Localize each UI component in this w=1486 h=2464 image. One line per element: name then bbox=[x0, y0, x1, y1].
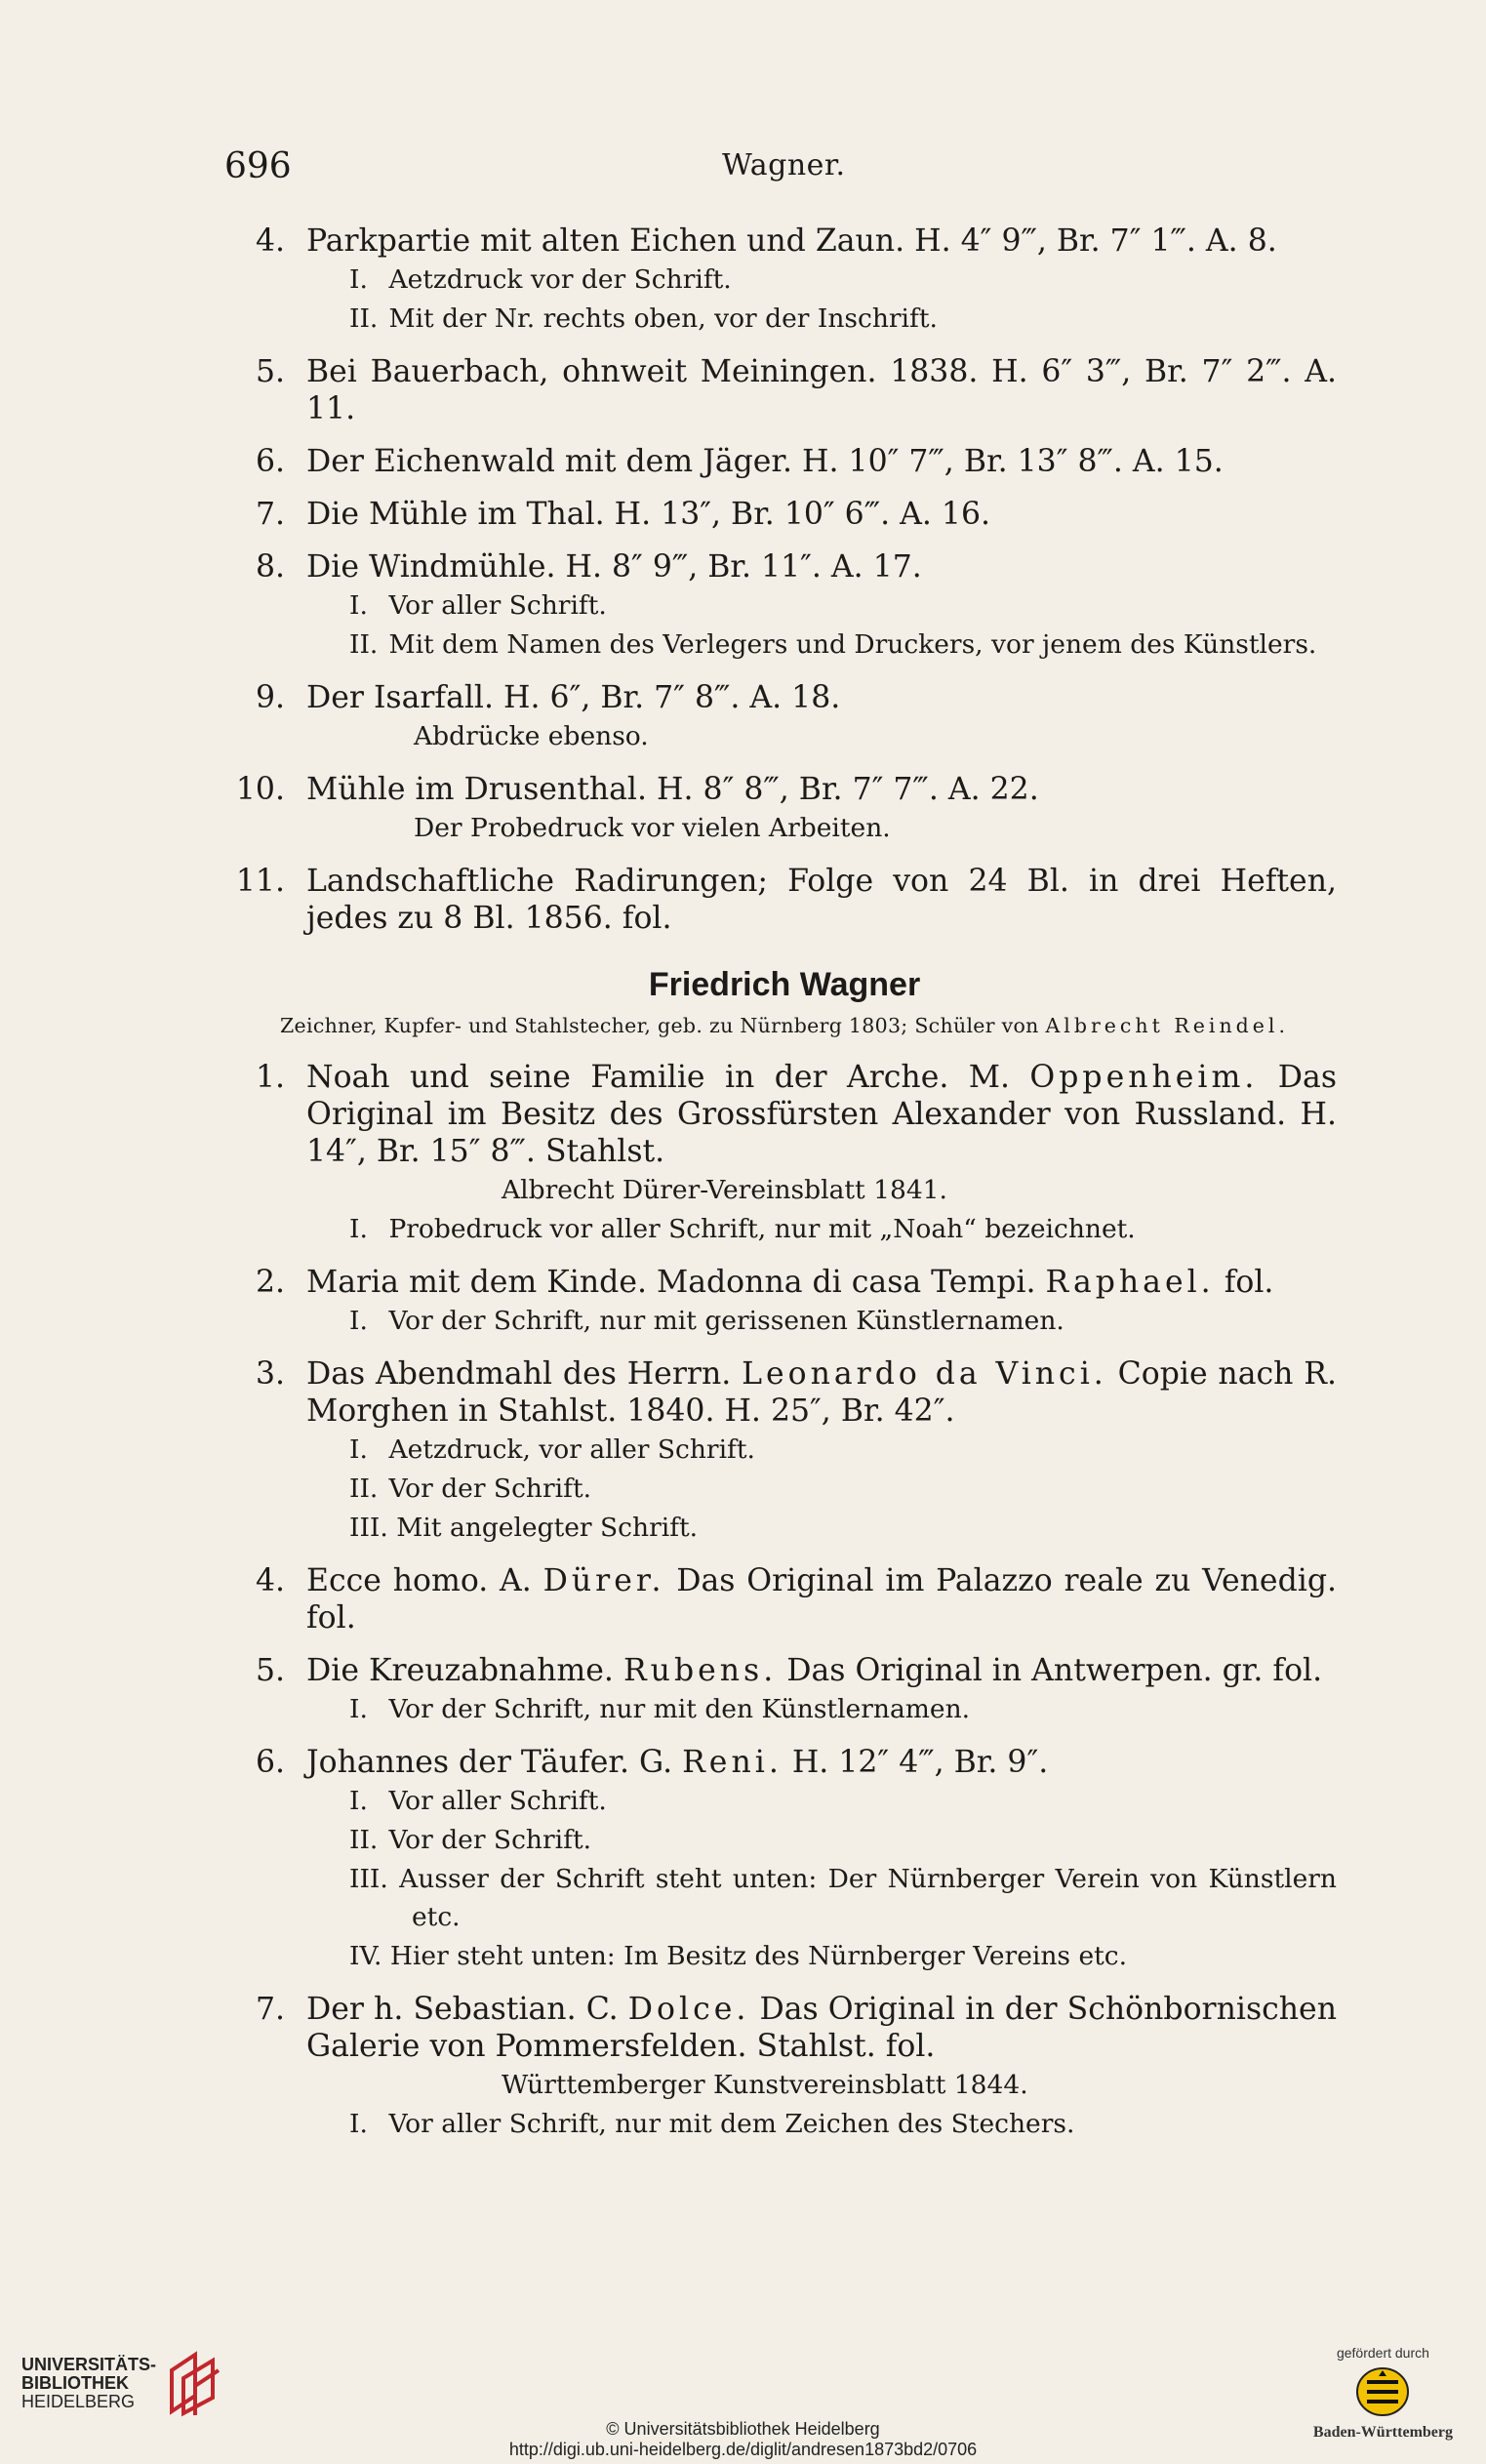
entry-note: Abdrücke ebenso. bbox=[414, 721, 649, 751]
credit-lines bbox=[0, 2419, 1486, 2460]
library-name: UNIVERSITÄTS- BIBLIOTHEK HEIDELBERG bbox=[21, 2354, 157, 2411]
entry-text: Mühle im Drusenthal. H. 8″ 8‴, Br. 7″ 7‴. A. 22. bbox=[306, 772, 1039, 807]
entry-number: 5. bbox=[255, 1653, 285, 1688]
catalog-entry bbox=[232, 1991, 1337, 2143]
catalog-entry bbox=[232, 1059, 1337, 1248]
entry-number: 4. bbox=[255, 223, 285, 259]
entry-number: 7. bbox=[255, 1992, 285, 2027]
entry-number: 5. bbox=[255, 354, 285, 389]
section-title: Friedrich Wagner bbox=[648, 966, 921, 1003]
catalog-entry bbox=[232, 353, 1337, 427]
catalog-entry bbox=[232, 1652, 1337, 1728]
state-line: II. Vor der Schrift. bbox=[349, 1825, 592, 1855]
catalog-entry bbox=[232, 771, 1337, 847]
page-number: 696 bbox=[224, 146, 292, 186]
catalog-entry bbox=[232, 1264, 1337, 1340]
entry-note: Albrecht Dürer-Vereinsblatt 1841. bbox=[502, 1175, 947, 1205]
section-subtitle: Zeichner, Kupfer- und Stahlstecher, geb. zu Nürnberg 1803; Schüler von Albrecht Reindel. bbox=[279, 1014, 1290, 1037]
catalog-entry bbox=[232, 222, 1337, 338]
entry-number: 8. bbox=[255, 549, 285, 585]
entry-text: Bei Bauerbach, ohnweit Meiningen. 1838. H. 6″ 3‴, Br. 7″ 2‴. A. 11. bbox=[306, 354, 1337, 426]
running-title: Wagner. bbox=[722, 148, 846, 182]
entry-text: Die Windmühle. H. 8″ 9‴, Br. 11″. A. 17. bbox=[306, 549, 922, 585]
entry-text: Noah und seine Familie in der Arche. M. Oppenheim. Das Original im Besitz des Grossfürsten Alexander von Russland. H. 14″, Br. 15″ 8‴. Stahlst. bbox=[306, 1060, 1337, 1169]
entry-number: 11. bbox=[235, 864, 285, 899]
state-line: I. Vor der Schrift, nur mit gerissenen Künstlernamen. bbox=[349, 1306, 1064, 1336]
state-line: I. Vor aller Schrift, nur mit dem Zeichen des Stechers. bbox=[349, 2109, 1075, 2139]
entry-number: 7. bbox=[255, 497, 285, 532]
catalog-entry bbox=[232, 1355, 1337, 1547]
entry-number: 6. bbox=[255, 1745, 285, 1780]
page-content bbox=[232, 222, 1337, 2159]
catalog-entry bbox=[232, 1562, 1337, 1636]
entry-number: 6. bbox=[255, 444, 285, 479]
state-line: I. Vor aller Schrift. bbox=[349, 1786, 607, 1816]
state-line: II. Mit der Nr. rechts oben, vor der Inschrift. bbox=[349, 303, 938, 334]
state-line: I. Vor der Schrift, nur mit den Künstlernamen. bbox=[349, 1694, 971, 1724]
state-line: III. Ausser der Schrift steht unten: Der Nürnberger Verein von Künstlern etc. bbox=[349, 1864, 1337, 1932]
entry-text: Johannes der Täufer. G. Reni. H. 12″ 4‴, Br. 9″. bbox=[306, 1745, 1049, 1780]
state-line: I. Vor aller Schrift. bbox=[349, 590, 607, 621]
digitization-footer bbox=[0, 2298, 1486, 2464]
entry-text: Der h. Sebastian. C. Dolce. Das Original in der Schönbornischen Galerie von Pommersfelden. Stahlst. fol. bbox=[306, 1992, 1337, 2064]
entry-text: Der Isarfall. H. 6″, Br. 7″ 8‴. A. 18. bbox=[306, 680, 841, 715]
state-line: II. Mit dem Namen des Verlegers und Druckers, vor jenem des Künstlers. bbox=[349, 629, 1317, 660]
catalog-entry bbox=[232, 443, 1337, 480]
catalog-entry bbox=[232, 496, 1337, 533]
funder-name: Baden-Württemberg bbox=[1312, 2424, 1453, 2441]
entry-number: 2. bbox=[255, 1265, 285, 1300]
copyright-text: © Universitätsbibliothek Heidelberg bbox=[606, 2419, 880, 2439]
page-header bbox=[224, 146, 1340, 195]
entry-text: Die Mühle im Thal. H. 13″, Br. 10″ 6‴. A. 16. bbox=[306, 497, 990, 532]
source-url-link[interactable]: http://digi.ub.uni-heidelberg.de/diglit/andresen1873bd2/0706 bbox=[508, 2440, 978, 2459]
entry-number: 4. bbox=[255, 1563, 285, 1598]
state-line: III. Mit angelegter Schrift. bbox=[349, 1513, 699, 1543]
entry-text: Das Abendmahl des Herrn. Leonardo da Vinci. Copie nach R. Morghen in Stahlst. 1840. H. 25″, Br. 42″. bbox=[306, 1356, 1337, 1429]
catalog-entry bbox=[232, 863, 1337, 937]
state-line: I. Aetzdruck vor der Schrift. bbox=[349, 264, 732, 295]
funding-label: gefördert durch bbox=[1336, 2345, 1429, 2361]
library-logo-link[interactable] bbox=[21, 2349, 222, 2417]
catalog-entry bbox=[232, 548, 1337, 664]
funder-block bbox=[1313, 2345, 1453, 2442]
entry-text: Maria mit dem Kinde. Madonna di casa Tempi. Raphael. fol. bbox=[306, 1265, 1274, 1300]
entry-text: Ecce homo. A. Dürer. Das Original im Palazzo reale zu Venedig. fol. bbox=[306, 1563, 1337, 1636]
entry-note: Württemberger Kunstvereinsblatt 1844. bbox=[502, 2070, 1028, 2100]
state-line: I. Aetzdruck, vor aller Schrift. bbox=[349, 1434, 755, 1465]
entry-text: Die Kreuzabnahme. Rubens. Das Original in Antwerpen. gr. fol. bbox=[306, 1653, 1323, 1688]
entry-text: Parkpartie mit alten Eichen und Zaun. H. 4″ 9‴, Br. 7″ 1‴. A. 8. bbox=[306, 223, 1277, 259]
entry-number: 9. bbox=[255, 680, 285, 715]
entry-number: 3. bbox=[255, 1356, 285, 1392]
state-line: IV. Hier steht unten: Im Besitz des Nürnberger Vereins etc. bbox=[349, 1941, 1128, 1971]
catalog-entry bbox=[232, 679, 1337, 755]
entry-text: Landschaftliche Radirungen; Folge von 24 Bl. in drei Heften, jedes zu 8 Bl. 1856. fol. bbox=[306, 864, 1337, 936]
state-line: II. Vor der Schrift. bbox=[349, 1474, 592, 1504]
catalog-entry bbox=[232, 1744, 1337, 1975]
entry-note: Der Probedruck vor vielen Arbeiten. bbox=[414, 813, 891, 843]
entry-number: 10. bbox=[235, 772, 285, 807]
state-line: I. Probedruck vor aller Schrift, nur mit „Noah“ bezeichnet. bbox=[349, 1214, 1136, 1244]
entry-text: Der Eichenwald mit dem Jäger. H. 10″ 7‴, Br. 13″ 8‴. A. 15. bbox=[306, 444, 1224, 479]
entry-number: 1. bbox=[255, 1060, 285, 1095]
library-logo-icon bbox=[166, 2349, 222, 2417]
state-seal-icon bbox=[1355, 2366, 1410, 2417]
